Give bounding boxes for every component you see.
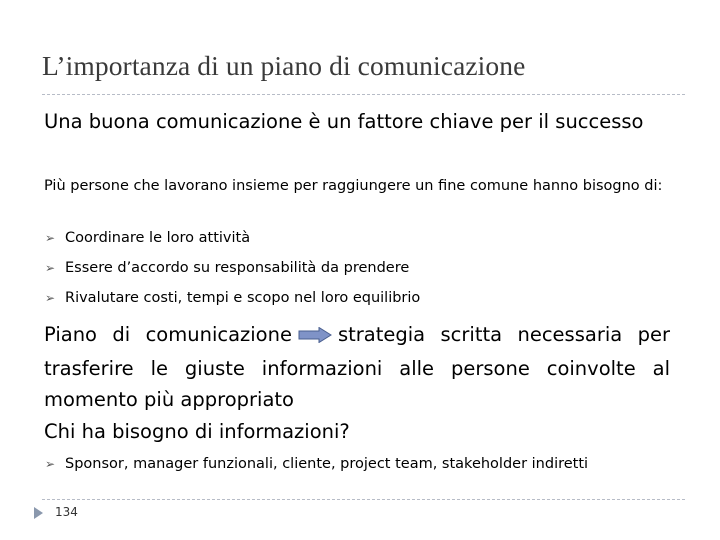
bullet-text: Coordinare le loro attività <box>65 230 251 246</box>
title-divider <box>42 94 685 95</box>
bullet-text: Sponsor, manager funzionali, cliente, project team, stakeholder indiretti <box>65 456 589 472</box>
page-number: 134 <box>55 505 78 519</box>
paragraph-people: Più persone che lavorano insieme per raggiungere un fine comune hanno bisogno di: <box>44 178 663 194</box>
triangle-marker-icon <box>34 507 43 519</box>
arrowhead-bullet-icon: ➢ <box>45 457 56 471</box>
bullet-text: Rivalutare costi, tempi e scopo nel loro equilibrio <box>65 290 421 306</box>
bullet-item <box>45 227 250 249</box>
piano-lead: Piano di comunicazione <box>44 323 292 346</box>
arrowhead-bullet-icon: ➢ <box>45 231 56 245</box>
bullet-text: Essere d’accordo su responsabilità da prendere <box>65 260 410 276</box>
right-arrow-icon <box>298 321 332 353</box>
bullet-item <box>45 453 588 475</box>
question-heading: Chi ha bisogno di informazioni? <box>44 420 350 443</box>
arrowhead-bullet-icon: ➢ <box>45 261 56 275</box>
paragraph-piano <box>44 319 670 416</box>
slide-title: L’importanza di un piano di comunicazione <box>42 50 526 81</box>
piano-line1-rest: strategia scritta necessaria per <box>337 323 670 346</box>
bullet-item <box>45 257 409 279</box>
piano-first-line <box>44 319 670 353</box>
paragraph-intro: Una buona comunicazione è un fattore chiave per il successo <box>44 110 644 133</box>
footer-divider <box>42 499 685 500</box>
arrowhead-bullet-icon: ➢ <box>45 291 56 305</box>
piano-rest: trasferire le giuste informazioni alle persone coinvolte al momento più appropriato <box>44 356 670 411</box>
bullet-item <box>45 287 420 309</box>
